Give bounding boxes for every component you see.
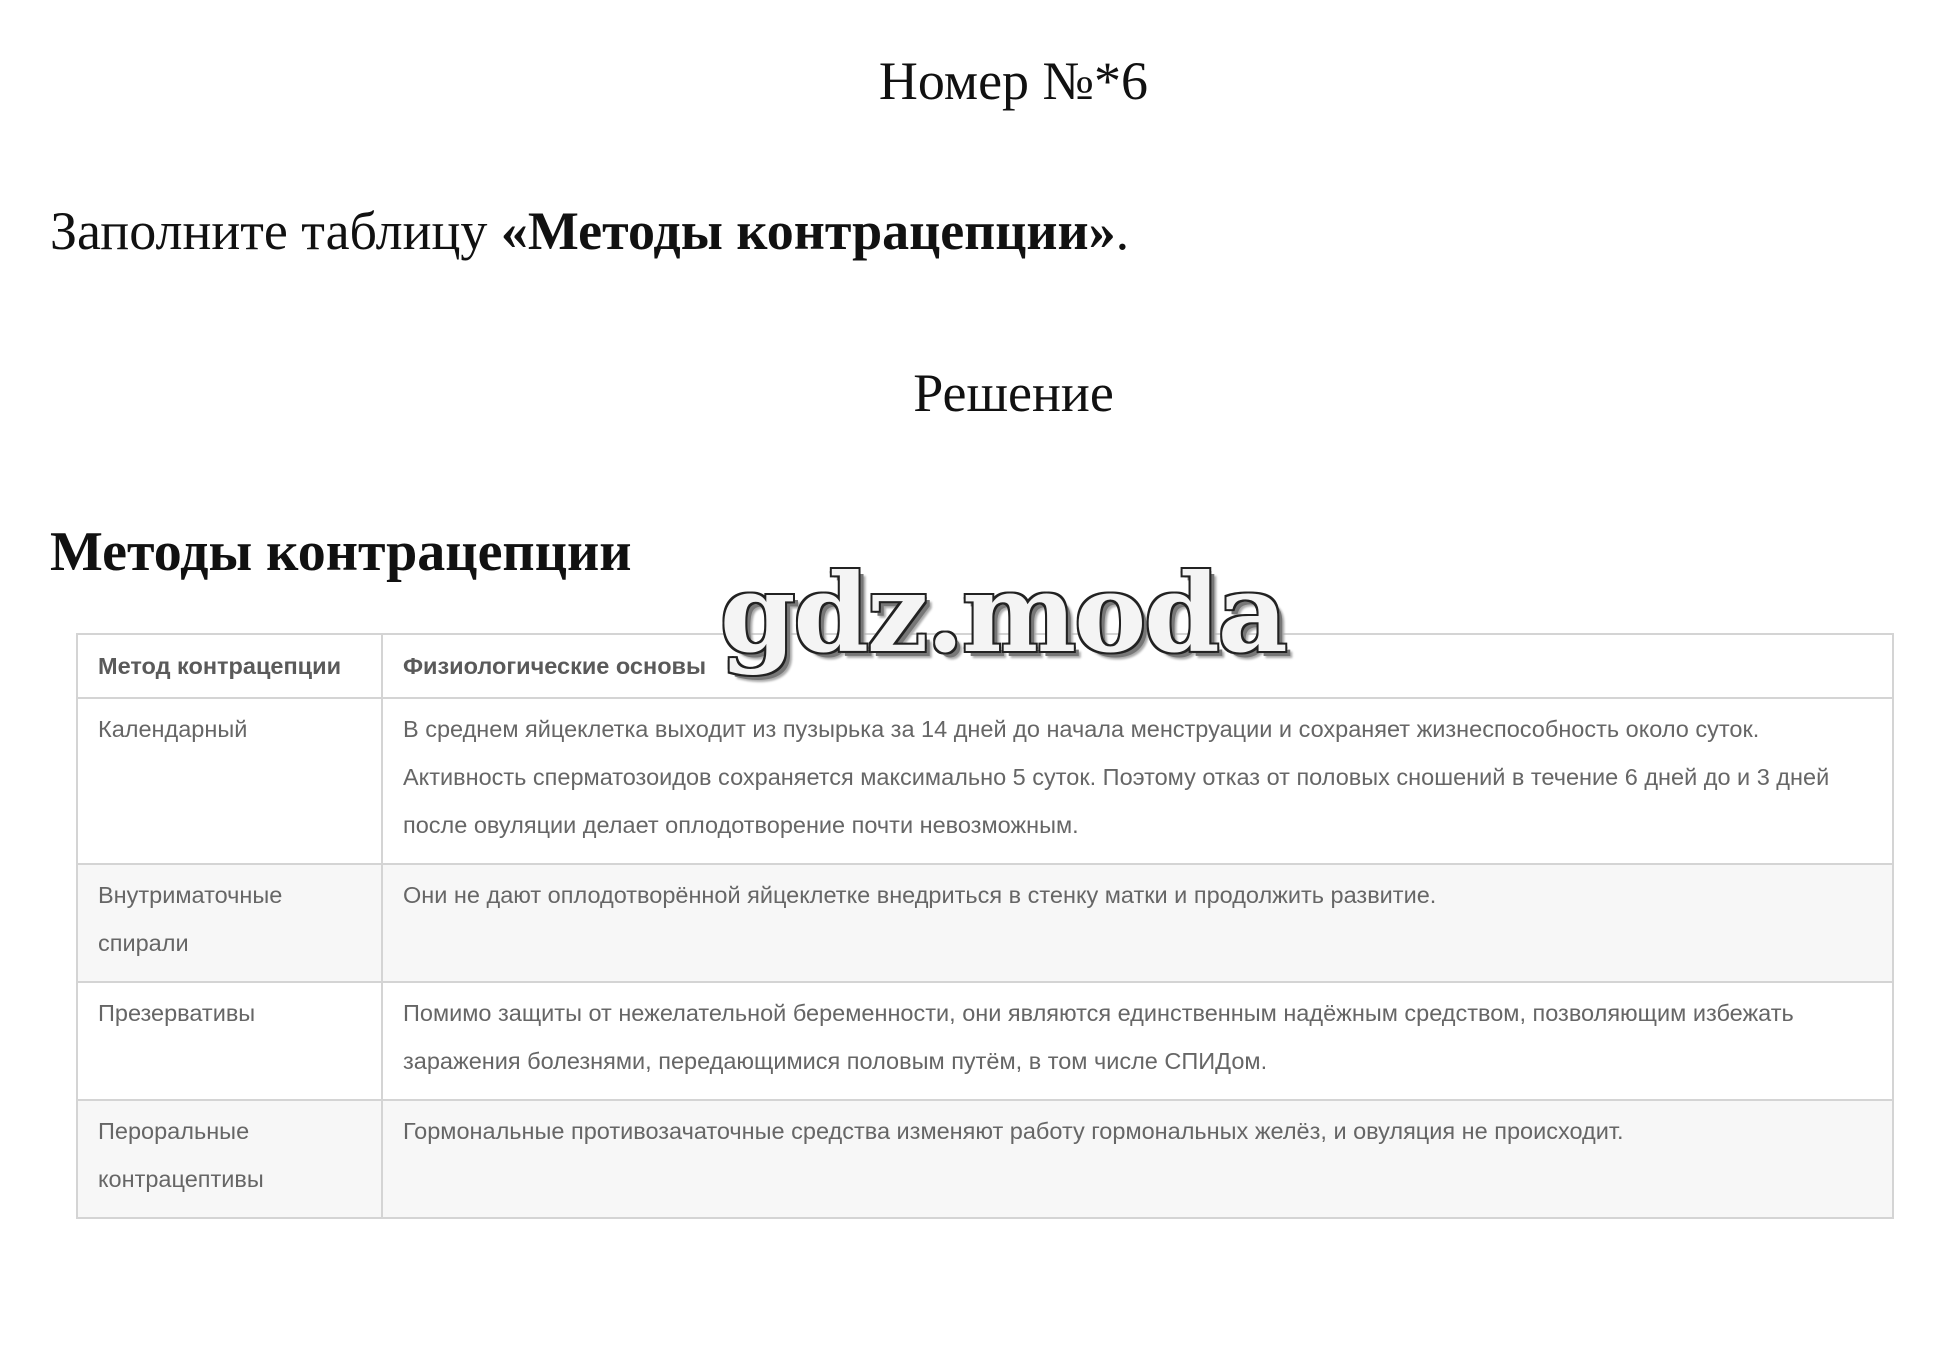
method-cell: Внутриматочные спирали [77,864,382,982]
table-row [77,698,1893,864]
table-row [77,1100,1893,1218]
task-title: «Методы контрацепции» [500,201,1116,261]
task-prompt [50,200,1129,262]
basis-cell: В среднем яйцеклетка выходит из пузырька за 14 дней до начала менструации и сохраняет жизнеспособность около суток. Активность сперматозоидов сохраняется максимально 5 суток. Поэтому отказ от половых сношений в течение 6 дней до и 3 дней после овуляции делает оплодотворение почти невозможным. [382,698,1893,864]
basis-cell: Они не дают оплодотворённой яйцеклетке внедриться в стенку матки и продолжить развитие. [382,864,1893,982]
solution-label: Решение [913,363,1114,423]
method-cell: Презервативы [77,982,382,1100]
table-row [77,982,1893,1100]
task-prefix: Заполните таблицу [50,201,501,261]
basis-cell: Гормональные противозачаточные средства изменяют работу гормональных желёз, и овуляция не происходит. [382,1100,1893,1218]
contraception-table-container [76,633,1894,1219]
section-title: Методы контрацепции [50,521,632,583]
header-basis: Физиологические основы [382,634,1893,698]
page-number: Номер №*6 [878,51,1149,111]
header-method: Метод контрацепции [77,634,382,698]
contraception-methods-table [76,633,1894,1219]
task-suffix: . [1115,201,1130,261]
basis-cell: Помимо защиты от нежелательной беременности, они являются единственным надёжным средством, позволяющим избежать заражения болезнями, передающимися половым путём, в том числе СПИДом. [382,982,1893,1100]
method-cell: Пероральные контрацептивы [77,1100,382,1218]
table-row [77,864,1893,982]
watermark: gdz.moda [720,551,1286,677]
method-cell: Календарный [77,698,382,864]
